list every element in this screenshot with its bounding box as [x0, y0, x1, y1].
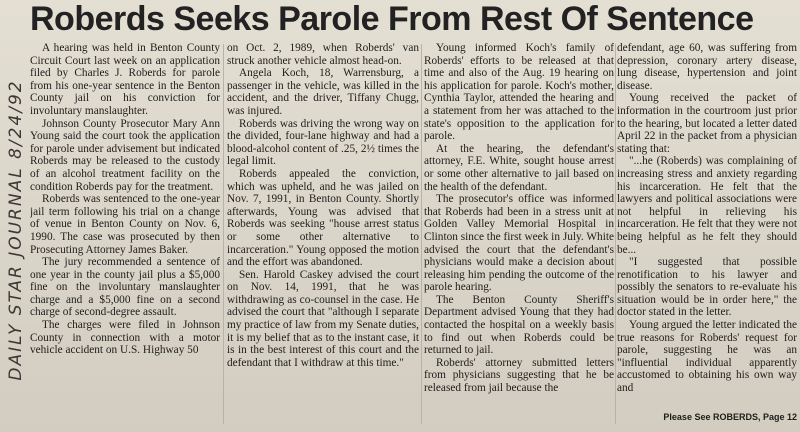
continuation-note: Please See ROBERDS, Page 12: [663, 412, 797, 422]
paragraph: Young informed Koch's family of Roberds' efforts to be released at that time and also of the Aug. 19 hearing on his application for parole. Koch's mother, Cynthia Taylor, attended the hearing and a statement from her was attached to the state's opposition to the application for parole.: [424, 42, 614, 143]
article-column-4: [617, 42, 797, 417]
paragraph: At the hearing, the defendant's attorney, F.E. White, sought house arrest or some other alternative to jail based on the health of the defendant.: [424, 142, 614, 193]
article-column-1: [30, 42, 220, 432]
paragraph: Roberds was driving the wrong way on the divided, four-lane highway and had a blood-alcohol content of .25, 2½ times the legal limit.: [227, 117, 419, 168]
article-column-2: [227, 42, 419, 432]
paragraph: The jury recommended a sentence of one year in the county jail plus a $5,000 fine on the involuntary manslaughter charge and a $5,000 fine on a second charge of second-degree assault.: [30, 256, 220, 319]
paragraph: The Benton County Sheriff's Department advised Young that they had contacted the hospital on a weekly basis to find out when Roberds could be returned to jail.: [424, 293, 614, 357]
paragraph: The charges were filed in Johnson County in connection with a motor vehicle accident on U.S. Highway 50: [30, 319, 220, 357]
paragraph: Roberds was sentenced to the one-year jail term following his trial on a change of venue in Benton County on Nov. 6, 1990. The case was prosecuted by then Prosecuting Attorney James Baker.: [30, 193, 220, 256]
paragraph: Angela Koch, 18, Warrensburg, a passenger in the vehicle, was killed in the accident, and the driver, Tiffany Chugg, was injured.: [227, 67, 419, 117]
paragraph: Roberds' attorney submitted letters from physicians suggesting that he be released from jail because the: [424, 356, 614, 395]
column-rule: [421, 44, 422, 424]
headline: Roberds Seeks Parole From Rest Of Sentence: [30, 0, 754, 38]
paragraph: defendant, age 60, was suffering from depression, coronary artery disease, lung disease, hypertension and joint disease.: [617, 42, 797, 92]
paragraph: The prosecutor's office was informed that Roberds had been in a stress unit at Golden Valley Memorial Hospital in Clinton since the first week in July. White advised the court that the defendant's physicians would make a decision about releasing him pending the outcome of the parole hearing.: [424, 193, 614, 294]
paragraph: A hearing was held in Benton County Circuit Court last week on an application filed by Charles J. Roberds for parole from his one-year sentence in the Benton County jail on his conviction for involuntary manslaughter.: [30, 42, 220, 117]
paragraph: Roberds appealed the conviction, which was upheld, and he was jailed on Nov. 7, 1991, in Benton County. Shortly afterwards, Young was advised that Roberds was seeking "house arrest status or some other alternative to incarceration." Young opposed the motion and the effort was abandoned.: [227, 167, 419, 269]
column-rule: [223, 44, 224, 424]
margin-note-text: DAILY STAR JOURNAL 8/24/92: [6, 79, 26, 381]
paragraph: Sen. Harold Caskey advised the court on Nov. 14, 1991, that he was withdrawing as co-counsel in the case. He advised the court that "although I separate my practice of law from my Senate duties, it is my belief that as to the instant case, it is in the best interest of this court and the defendant that I withdraw at this time.": [227, 268, 419, 369]
paragraph: Young argued the letter indicated the true reasons for Roberds' request for parole, suggesting he was an "influential individual apparently accustomed to obtaining his own way and: [617, 319, 797, 395]
paragraph: Young received the packet of information in the courtroom just prior to the hearing, but located a letter dated April 22 in the packet from a physician stating that:: [617, 92, 797, 155]
paragraph: on Oct. 2, 1989, when Roberds' van struck another vehicle almost head-on.: [227, 42, 419, 67]
article-column-3: [424, 42, 614, 432]
paragraph: Johnson County Prosecutor Mary Ann Young said the court took the application for parole under advisement but indicated Roberds may be released to the custody of an alcohol treatment facility on the condition Roberds pay for the treatment.: [30, 117, 220, 193]
column-rule: [615, 44, 616, 424]
handwritten-margin-note: [3, 40, 29, 420]
paragraph: "...he (Roberds) was complaining of increasing stress and anxiety regarding his incarceration. He felt that the lawyers and political associations were not helpful in relieving his incarceration. He felt that they were not being helpful as he felt they should be...: [617, 155, 797, 256]
paragraph: "I suggested that possible renotification to his lawyer and possibly the senators to re-evaluate his situation would be in order here," the doctor stated in the letter.: [617, 256, 797, 319]
